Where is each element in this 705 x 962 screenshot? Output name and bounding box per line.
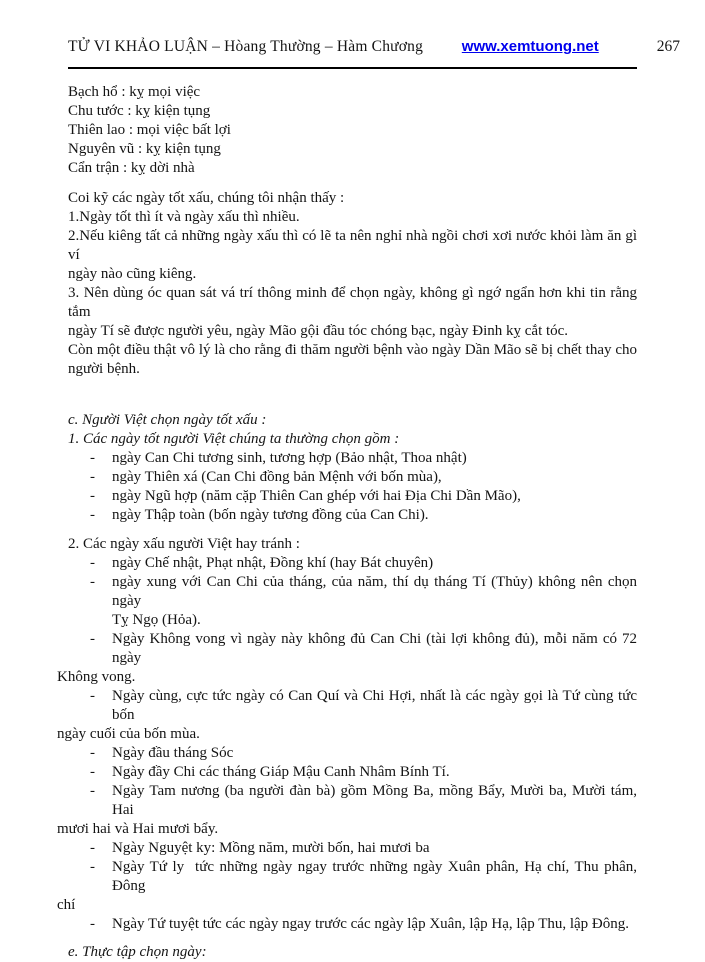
bullet-text: Ngày Tam nương (ba người đàn bà) gồm Mồng Ba, mồng Bẩy, Mười ba, Mười tám, Hai — [112, 783, 641, 818]
dash-bullet: - — [90, 745, 95, 761]
text-line: ngày nào cũng kiêng. — [68, 266, 197, 282]
bullet-text: ngày Can Chi tương sinh, tương hợp (Bảo nhật, Thoa nhật) — [112, 450, 467, 466]
text-line: c. Người Việt chọn ngày tốt xấu : — [68, 412, 267, 428]
text-line: Nguyên vũ : kỵ kiện tụng — [68, 141, 221, 157]
book-title: TỬ VI KHẢO LUẬN – Hòang Thường – Hàm Chương — [68, 38, 424, 55]
document-body — [0, 83, 705, 962]
page-number: 267 — [656, 38, 680, 55]
website-link[interactable]: www.xemtuong.net — [461, 38, 599, 55]
text-line — [68, 449, 637, 468]
text-line — [68, 915, 637, 934]
bullet-text: ngày Chế nhật, Phạt nhật, Đồng khí (hay Bát chuyên) — [112, 555, 434, 571]
dash-bullet: - — [90, 859, 95, 875]
bullet-text: ngày Thập toàn (bốn ngày tương đồng của Can Chi). — [112, 507, 429, 523]
text-line: Không vong. — [57, 669, 136, 685]
bullet-text: ngày xung với Can Chi của tháng, của năm, thí dụ tháng Tí (Thủy) không nên chọn ngày — [112, 574, 641, 609]
text-line: 1.Ngày tốt thì ít và ngày xấu thì nhiều. — [68, 209, 300, 225]
dash-bullet: - — [90, 916, 95, 932]
text-line — [68, 782, 641, 820]
text-line — [68, 763, 637, 782]
text-line: Coi kỹ các ngày tốt xấu, chúng tôi nhận thấy : — [68, 190, 345, 206]
text-line: Tỵ Ngọ (Hỏa). — [112, 612, 201, 628]
text-line: Cẩn trận : kỵ dời nhà — [68, 160, 195, 176]
bullet-text: Ngày Nguyệt ky: Mồng năm, mười bốn, hai mươi ba — [112, 840, 430, 856]
header-divider — [68, 67, 637, 69]
dash-bullet: - — [90, 764, 95, 780]
dash-bullet: - — [90, 688, 95, 704]
text-line — [68, 858, 641, 896]
text-line — [68, 630, 641, 668]
text-line: Chu tước : kỵ kiện tụng — [68, 103, 211, 119]
text-line: chí — [57, 897, 76, 913]
text-line — [68, 744, 637, 763]
block-section-2 — [57, 535, 641, 934]
text-line — [68, 839, 637, 858]
bullet-text: Ngày đầu tháng Sóc — [112, 745, 234, 761]
text-line — [68, 487, 637, 506]
page-header — [0, 0, 705, 58]
bullet-text: Ngày Tứ ly tức những ngày ngay trước những ngày Xuân phân, Hạ chí, Thu phân, Đông — [112, 859, 641, 894]
bullet-text: Ngày cùng, cực tức ngày có Can Quí và Chi Hợi, nhất là các ngày gọi là Tứ cùng tức bốn — [112, 688, 641, 723]
dash-bullet: - — [90, 574, 95, 590]
text-line: ngày Tí sẽ được người yêu, ngày Mão gội đầu tóc chóng bạc, ngày Đinh kỵ cắt tóc. — [68, 323, 569, 339]
text-line: Thiên lao : mọi việc bất lợi — [68, 122, 231, 138]
text-line — [68, 468, 637, 487]
dash-bullet: - — [90, 450, 95, 466]
block-section-c — [68, 411, 637, 525]
dash-bullet: - — [90, 488, 95, 504]
dash-bullet: - — [90, 840, 95, 856]
text-line: 2. Các ngày xấu người Việt hay tránh : — [68, 536, 300, 552]
bullet-text: Ngày Không vong vì ngày này không đủ Can Chi (tài lợi không đủ), mỗi năm có 72 ngày — [112, 631, 641, 666]
block-section-e — [68, 943, 637, 962]
text-line — [68, 573, 641, 611]
text-line: ngày cuối của bốn mùa. — [57, 726, 200, 742]
dash-bullet: - — [90, 555, 95, 571]
text-line: Còn một điều thật vô lý là cho rằng đi thăm người bệnh vào ngày Dần Mão sẽ bị chết thay cho — [68, 342, 637, 358]
dash-bullet: - — [90, 507, 95, 523]
dash-bullet: - — [90, 469, 95, 485]
text-line: e. Thực tập chọn ngày: — [68, 944, 207, 960]
text-line — [68, 687, 641, 725]
text-line: Bạch hổ : kỵ mọi việc — [68, 84, 201, 100]
dash-bullet: - — [90, 631, 95, 647]
text-line: 1. Các ngày tốt người Việt chúng ta thường chọn gồm : — [68, 431, 400, 447]
text-line: người bệnh. — [68, 361, 140, 377]
dash-bullet: - — [90, 783, 95, 799]
text-line — [68, 554, 637, 573]
bullet-text: Ngày Tứ tuyệt tức các ngày ngay trước các ngày lập Xuân, lập Hạ, lập Thu, lập Đông. — [112, 916, 630, 932]
text-line: mươi hai và Hai mươi bẩy. — [57, 821, 219, 837]
text-line: 2.Nếu kiêng tất cả những ngày xấu thì có lẽ ta nên nghỉ nhà ngồi chơi xơi nước khỏi làm ăn gì ví — [68, 228, 641, 263]
block-remarks — [68, 189, 641, 379]
block-taboo-list — [68, 83, 637, 178]
bullet-text: Ngày đầy Chi các tháng Giáp Mậu Canh Nhâm Bính Tí. — [112, 764, 450, 780]
text-line: 3. Nên dùng óc quan sát vá trí thông minh để chọn ngày, không gì ngớ ngẩn hơn khi tin rằng tắm — [68, 285, 641, 320]
bullet-text: ngày Thiên xá (Can Chi đồng bản Mệnh với bốn mùa), — [112, 469, 442, 485]
text-line — [68, 506, 637, 525]
bullet-text: ngày Ngũ hợp (năm cặp Thiên Can ghép với hai Địa Chi Dần Mão), — [112, 488, 521, 504]
